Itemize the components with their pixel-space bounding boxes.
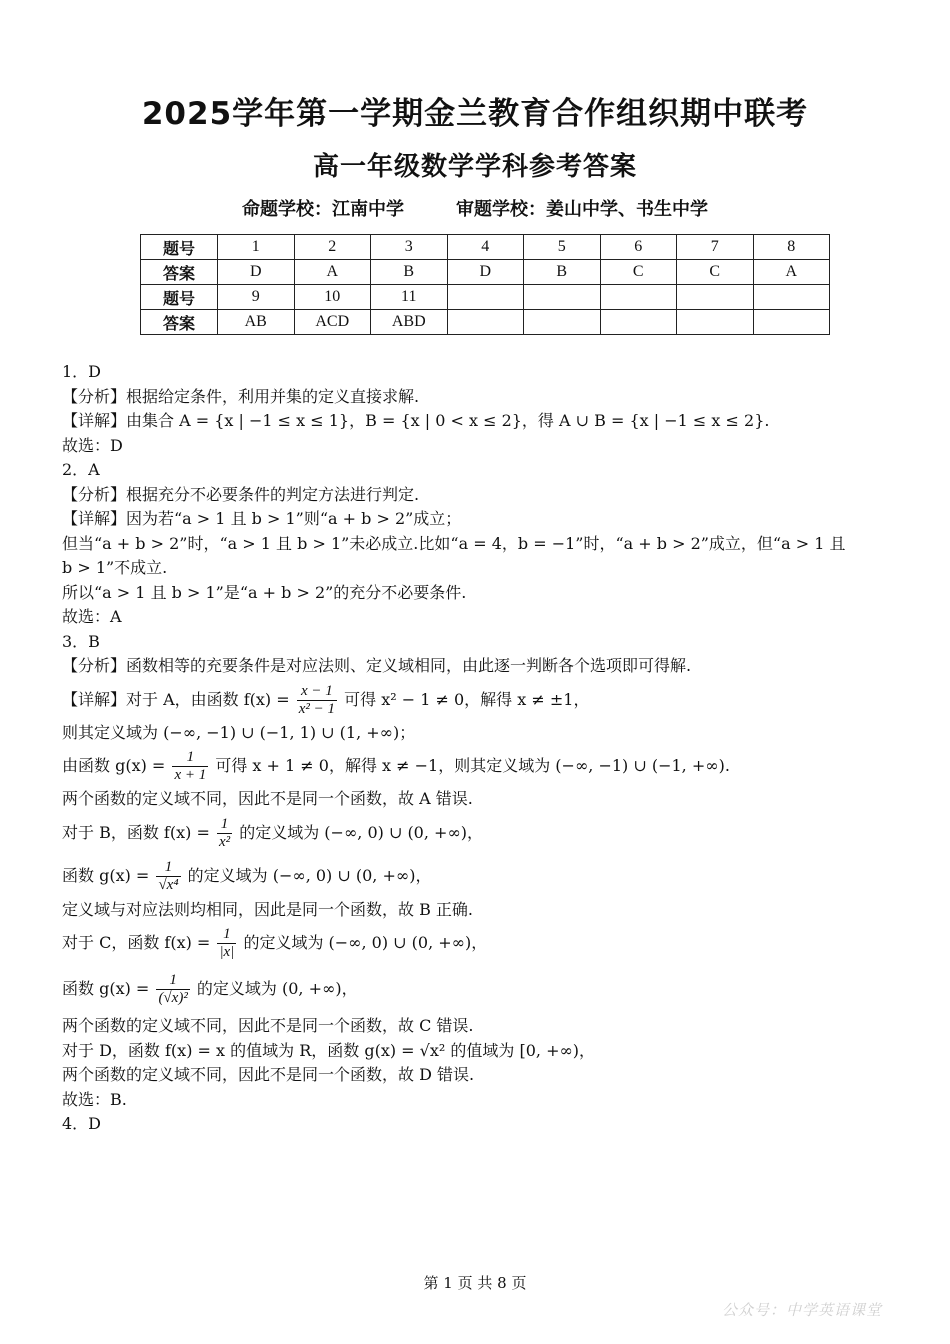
choice-line: 故选：D <box>62 435 123 455</box>
analysis-line: 【分析】函数相等的充要条件是对应法则、定义域相同，由此逐一判断各个选项即可得解. <box>62 656 692 675</box>
detail-line <box>62 679 882 721</box>
denominator: |x| <box>219 944 235 960</box>
fraction <box>217 816 232 851</box>
numerator: 1 <box>186 749 195 765</box>
text-segment: 函数 g(x) = <box>62 865 150 885</box>
page-title: 2025学年第一学期金兰教育合作组织期中联考 <box>141 96 809 132</box>
table-cell: D <box>447 260 524 285</box>
text-segment: 对于 B，函数 f(x) = <box>62 822 210 842</box>
table-cell <box>600 310 677 335</box>
table-label: 答案 <box>141 310 218 335</box>
page-subtitle: 高一年级数学学科参考答案 <box>312 152 637 182</box>
table-cell: 4 <box>447 235 524 260</box>
numerator: 1 <box>169 972 177 988</box>
detail-line: 【详解】由集合 A = {x | −1 ≤ x ≤ 1}，B = {x | 0 < x ≤ 2}，得 A ∪ B = {x | −1 ≤ x ≤ 2}. <box>62 411 770 430</box>
table-cell <box>524 285 601 310</box>
solution-body <box>62 360 882 1137</box>
table-label: 题号 <box>141 235 218 260</box>
detail-line: 所以“a > 1 且 b > 1”是“a + b > 2”的充分不必要条件. <box>62 582 467 602</box>
table-row <box>141 310 830 335</box>
numerator: 1 <box>223 926 231 942</box>
text-segment: 的定义域为 (0, +∞)， <box>196 979 358 998</box>
detail-line: b > 1”不成立. <box>62 558 168 577</box>
numerator: 1 <box>220 815 229 832</box>
text-segment: 函数 g(x) = <box>62 979 150 998</box>
table-cell: A <box>294 260 371 285</box>
fraction <box>217 926 236 961</box>
school-info <box>0 195 950 221</box>
table-cell <box>677 310 754 335</box>
numerator: x − 1 <box>301 682 333 699</box>
detail-line: 【详解】因为若“a > 1 且 b > 1”则“a + b > 2”成立； <box>62 509 462 528</box>
detail-line <box>62 964 882 1014</box>
watermark: 公众号：中学英语课堂 <box>721 1301 882 1319</box>
table-cell <box>677 285 754 310</box>
choice-line: 故选：A <box>62 607 122 626</box>
table-cell: ACD <box>294 310 371 335</box>
detail-line <box>62 922 882 964</box>
question-number: 3．B <box>62 631 100 651</box>
table-cell: C <box>677 260 754 285</box>
choice-line: 故选：B. <box>62 1089 127 1109</box>
table-cell: A <box>753 260 830 285</box>
question-number: 2．A <box>62 460 100 479</box>
table-cell: AB <box>218 310 295 335</box>
table-cell: 9 <box>218 285 295 310</box>
text-segment: 由函数 g(x) = <box>62 756 166 775</box>
text-segment: 的定义域为 (−∞, 0) ∪ (0, +∞)， <box>187 865 432 885</box>
table-row <box>141 260 830 285</box>
table-cell: B <box>524 260 601 285</box>
table-cell: 5 <box>524 235 601 260</box>
table-cell: B <box>371 260 448 285</box>
detail-line: 两个函数的定义域不同，因此不是同一个函数，故 D 错误. <box>62 1065 475 1084</box>
table-cell: 11 <box>371 285 448 310</box>
question-number: 1．D <box>62 362 102 381</box>
detail-line: 两个函数的定义域不同，因此不是同一个函数，故 C 错误. <box>62 1016 474 1035</box>
denominator: x + 1 <box>174 767 207 783</box>
detail-line <box>62 854 882 898</box>
detail-line: 则其定义域为 (−∞, −1) ∪ (−1, 1) ∪ (1, +∞)； <box>62 722 416 742</box>
table-label: 答案 <box>141 260 218 285</box>
text-segment: 【详解】对于 A，由函数 f(x) = <box>62 689 290 709</box>
text-segment: 的定义域为 (−∞, 0) ∪ (0, +∞)， <box>239 822 484 842</box>
table-cell <box>753 310 830 335</box>
table-cell <box>524 310 601 335</box>
reviewer-school: 审题学校：姜山中学、书生中学 <box>456 199 708 220</box>
table-label: 题号 <box>141 285 218 310</box>
question-number: 4．D <box>62 1114 102 1133</box>
table-cell: 3 <box>371 235 448 260</box>
table-cell: 7 <box>677 235 754 260</box>
table-cell <box>600 285 677 310</box>
proposer-school: 命题学校：江南中学 <box>242 199 404 220</box>
table-cell: 10 <box>294 285 371 310</box>
fraction <box>297 683 337 718</box>
fraction <box>156 859 180 894</box>
analysis-line: 【分析】根据充分不必要条件的判定方法进行判定. <box>62 484 420 504</box>
table-cell: ABD <box>371 310 448 335</box>
table-cell <box>447 285 524 310</box>
denominator: x² <box>218 833 231 850</box>
analysis-line: 【分析】根据给定条件，利用并集的定义直接求解. <box>62 386 420 406</box>
detail-line: 两个函数的定义域不同，因此不是同一个函数，故 A 错误. <box>62 789 473 808</box>
table-cell: 1 <box>218 235 295 260</box>
table-cell: 6 <box>600 235 677 260</box>
table-cell <box>447 310 524 335</box>
denominator: x² − 1 <box>298 700 336 717</box>
table-row <box>141 235 830 260</box>
detail-line: 但当“a + b > 2”时，“a > 1 且 b > 1”未必成立.比如“a = 4，b = −1”时，“a + b > 2”成立，但“a > 1 且 <box>62 533 846 553</box>
denominator: √x⁴ <box>158 876 179 893</box>
denominator: (√x)² <box>158 990 188 1006</box>
table-cell: D <box>218 260 295 285</box>
table-cell <box>753 285 830 310</box>
fraction <box>156 972 189 1007</box>
detail-line <box>62 812 882 854</box>
fraction <box>172 749 208 784</box>
detail-line <box>62 745 882 787</box>
table-row <box>141 285 830 310</box>
table-cell: 8 <box>753 235 830 260</box>
table-cell: C <box>600 260 677 285</box>
detail-line: 定义域与对应法则均相同，因此是同一个函数，故 B 正确. <box>62 899 474 919</box>
table-cell: 2 <box>294 235 371 260</box>
text-segment: 可得 x² − 1 ≠ 0，解得 x ≠ ±1， <box>344 689 590 709</box>
numerator: 1 <box>164 858 173 875</box>
answer-table <box>140 234 830 335</box>
text-segment: 可得 x + 1 ≠ 0，解得 x ≠ −1，则其定义域为 (−∞, −1) ∪ (−1, +∞). <box>215 756 730 775</box>
page-number: 第 1 页 共 8 页 <box>423 1274 527 1292</box>
text-segment: 对于 C，函数 f(x) = <box>62 933 211 952</box>
text-segment: 的定义域为 (−∞, 0) ∪ (0, +∞)， <box>243 933 488 952</box>
detail-line: 对于 D，函数 f(x) = x 的值域为 R，函数 g(x) = √x² 的值域为 [0, +∞)， <box>62 1040 596 1060</box>
